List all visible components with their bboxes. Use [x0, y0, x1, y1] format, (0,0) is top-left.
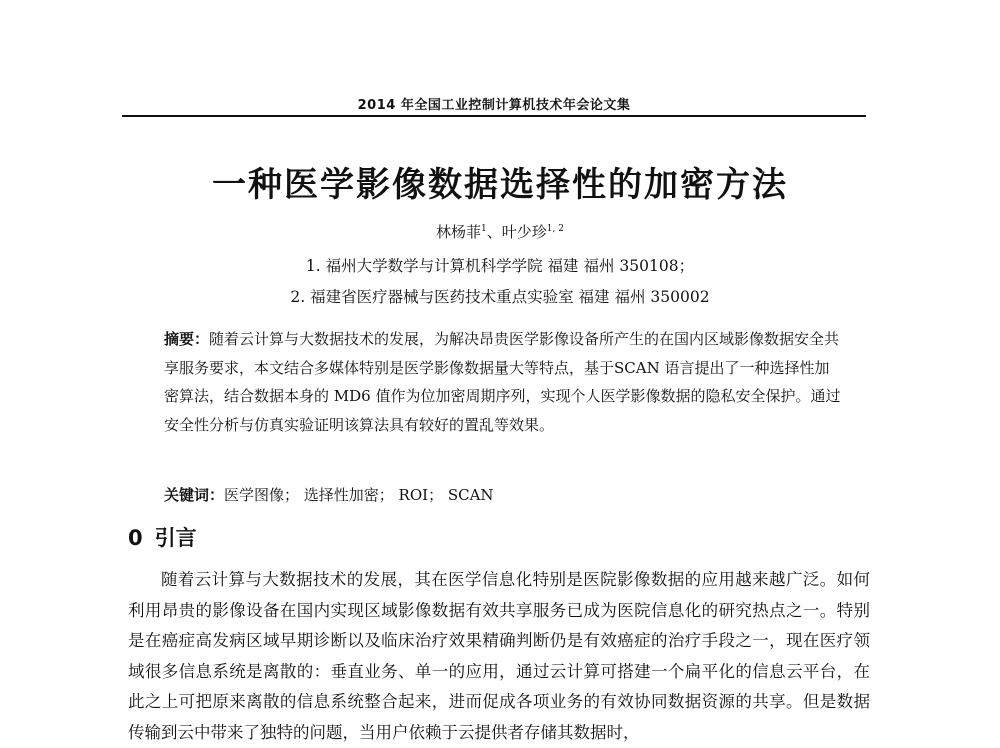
author-name: 叶少珍: [501, 223, 547, 241]
section-title: 引言: [154, 526, 197, 550]
body-paragraph: 随着云计算与大数据技术的发展，其在医学信息化特别是医院影像数据的应用越来越广泛。如何利用昂贵的影像设备在国内实现区域影像数据有效共享服务已成为医院信息化的研究热点之一。特别是在癌症高发病区域早期诊断以及临床治疗效果精确判断仍是有效癌症的治疗手段之一，现在医疗领域很多信息系统是离散的：垂直业务、单一的应用，通过云计算可搭建一个扁平化的信息云平台，在此之上可把原来离散的信息系统整合起来，进而促成各项业务的有效协同数据资源的共享。但是数据传输到云中带来了独特的问题，当用户依赖于云提供者存储其数据时，: [128, 570, 870, 742]
author-name: 林杨菲: [436, 223, 482, 241]
keywords-label: 关键词：: [164, 486, 225, 504]
section-heading: [128, 522, 197, 552]
keywords: [164, 484, 844, 505]
author-separator: 、: [486, 223, 502, 241]
header-rule: [122, 115, 866, 117]
author-affiliation-marker: 1, 2: [546, 224, 564, 234]
abstract-label: 摘要：: [164, 330, 210, 348]
abstract-text: 随着云计算与大数据技术的发展，为解决昂贵医学影像设备所产生的在国内区域影像数据安全共享服务要求，本文结合多媒体特别是医学影像数据量大等特点，基于SCAN 语言提出了一种选择性加密算法，结合数据本身的 MD6 值作为位加密周期序列，实现个人医学影像数据的隐私安全保护。通过安全性分析与仿真实验证明该算法具有较好的置乱等效果。: [164, 330, 841, 434]
affiliation-2: 2. 福建省医疗器械与医药技术重点实验室 福建 福州 350002: [290, 288, 710, 306]
affiliation-1: 1. 福州大学数学与计算机科学学院 福建 福州 350108；: [305, 257, 695, 275]
author-affiliation-marker: 1: [481, 224, 487, 234]
paper-title: 一种医学影像数据选择性的加密方法: [212, 165, 788, 205]
author-line: [0, 221, 1000, 242]
running-header: 2014 年全国工业控制计算机技术年会论文集: [357, 98, 631, 113]
section-number: 0: [128, 526, 143, 550]
abstract: [164, 325, 844, 439]
keywords-text: 医学图像； 选择性加密； ROI； SCAN: [224, 486, 494, 504]
